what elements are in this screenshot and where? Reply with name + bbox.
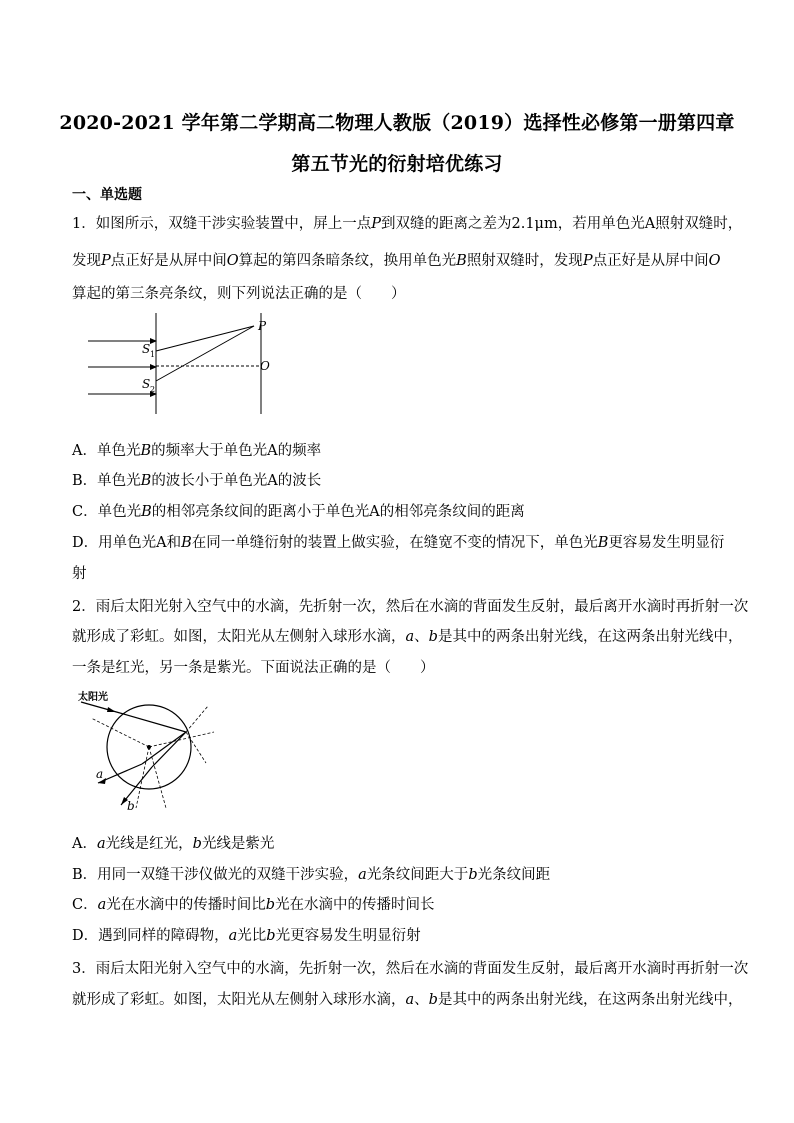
point-o-label: O <box>260 359 270 373</box>
ray-a-label: a <box>96 767 104 781</box>
q2-option-b: B．用同一双缝干涉仪做光的双缝干涉实验，a光条纹间距大于b光条纹间距 <box>72 867 551 883</box>
q2-option-d: D．遇到同样的障碍物，a光比b光更容易发生明显衍射 <box>72 928 421 944</box>
title-line-1: 2020-2021 学年第二学期高二物理人教版（2019）选择性必修第一册第四章 <box>59 112 735 134</box>
sunlight-label: 太阳光 <box>78 692 108 703</box>
svg-text:S: S <box>142 342 151 356</box>
q3-line-1: 3．雨后太阳光射入空气中的水滴，先折射一次，然后在水滴的背面发生反射，最后离开水滴时再折射一次 <box>72 961 749 977</box>
svg-text:S: S <box>142 377 151 391</box>
point-p-label: P <box>258 319 267 333</box>
svg-text:2: 2 <box>150 385 156 394</box>
ray-b-label: b <box>127 799 135 813</box>
q2-line-1: 2．雨后太阳光射入空气中的水滴，先折射一次，然后在水滴的背面发生反射，最后离开水滴时再折射一次 <box>72 599 749 615</box>
raindrop-figure <box>76 688 226 813</box>
q2-line-2: 就形成了彩虹。如图，太阳光从左侧射入球形水滴，a、b是其中的两条出射光线，在这两条出射光线中， <box>72 629 743 645</box>
q1-option-c: C．单色光B的相邻亮条纹间的距离小于单色光A的相邻亮条纹间的距离 <box>72 504 525 520</box>
svg-text:1: 1 <box>150 350 156 359</box>
q2-line-3: 一条是红光，另一条是紫光。下面说法正确的是（ ） <box>72 660 435 676</box>
q1-option-d-cont: 射 <box>72 566 87 582</box>
q1-line-3: 算起的第三条亮条纹，则下列说法正确的是（ ） <box>72 286 406 302</box>
title-line-2: 第五节光的衍射培优练习 <box>291 153 503 175</box>
q2-option-a: A．a光线是红光，b光线是紫光 <box>72 836 275 852</box>
q1-line-1: 1．如图所示，双缝干涉实验装置中，屏上一点P到双缝的距离之差为2.1μm，若用单色光A照射双缝时， <box>72 216 743 232</box>
double-slit-figure <box>84 308 284 416</box>
q1-option-d: D．用单色光A和B在同一单缝衍射的装置上做实验，在缝宽不变的情况下，单色光B更容易发生明显衍 <box>72 535 725 551</box>
q1-option-a: A．单色光B的频率大于单色光A的频率 <box>72 443 322 459</box>
q3-line-2: 就形成了彩虹。如图，太阳光从左侧射入球形水滴，a、b是其中的两条出射光线，在这两条出射光线中， <box>72 992 743 1008</box>
q1-option-b: B．单色光B的波长小于单色光A的波长 <box>72 473 322 489</box>
q1-line-2: 发现P点正好是从屏中间O算起的第四条暗条纹，换用单色光B照射双缝时，发现P点正好是从屏中间O <box>72 253 721 269</box>
section-heading: 一、单选题 <box>72 187 142 203</box>
q2-option-c: C．a光在水滴中的传播时间比b光在水滴中的传播时间长 <box>72 897 435 913</box>
